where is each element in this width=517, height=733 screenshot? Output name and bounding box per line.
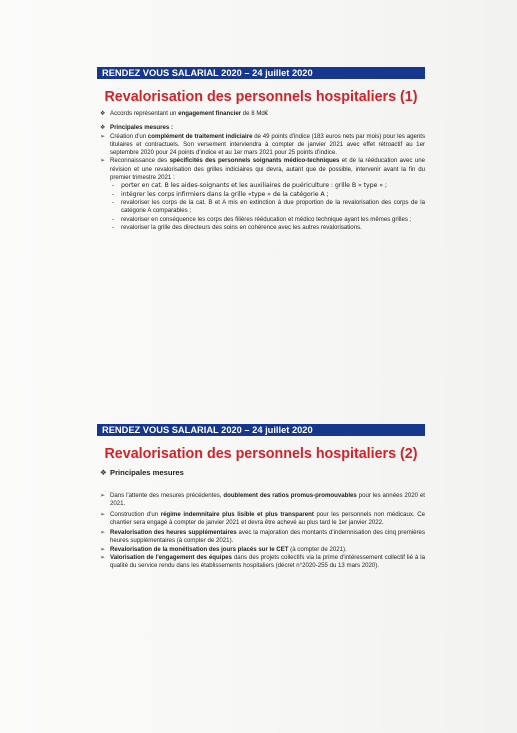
sub-item: - revaloriser les corps de la cat. B et A mis en extinction à due proportion de la revalorisation des corps de la catégorie A comparables ; xyxy=(112,198,425,215)
sub-item-text: intégrer les corps infirmiers dans la grille «type » de la catégorie A ; xyxy=(121,190,329,198)
arrow-bullet-icon: ➢ xyxy=(100,510,106,518)
measure-text: pour les années 2020 et 2021. xyxy=(110,492,425,508)
sub-item-text: porter en cat. B les aides-soignants et les auxiliaires de puériculture : grille B « type » ; xyxy=(121,182,387,190)
measure-item xyxy=(97,511,425,528)
four-diamond-bullet-icon: ❖ xyxy=(100,468,107,477)
measure-text: Création d'un xyxy=(110,132,148,140)
measure-text: et de la rééducation avec une révision et une revalorisation des grilles indiciaires qui devra, autant que de possible, intervenir avant la fin du premier trimestre 2021 : xyxy=(110,157,425,182)
principales-heading xyxy=(97,124,425,132)
measure-item xyxy=(97,554,425,571)
sub-item: - porter en cat. B les aides-soignants et les auxiliaires de puériculture : grille B « type » ; xyxy=(112,182,387,190)
measure-item xyxy=(97,157,425,182)
slide-1-title: Revalorisation des personnels hospitaliers (1) xyxy=(104,89,418,105)
measure-bold: complément de traitement indiciaire xyxy=(147,132,253,140)
measure-bold: Valorisation de l'engagement des équipes xyxy=(110,554,232,562)
slide-2-banner: RENDEZ VOUS SALARIAL 2020 – 24 juillet 2020 xyxy=(97,424,425,436)
measure-text: Dans l'attente des mesures précédentes, xyxy=(110,492,224,499)
measure-text: de 49 points d'indice (183 euros nets par mois) pour les agents titulaires et contractuels. Son versement interviendra à compter de janvier 2021 avec effet rétroactif au 1er septembre 2020 pour 24 points d'indice et au 1er mars 2021 pour 25 points d'indice. xyxy=(110,132,425,157)
accords-amount: de 8 Md€ xyxy=(241,110,269,117)
slide-1-banner: RENDEZ VOUS SALARIAL 2020 – 24 juillet 2020 xyxy=(97,67,425,79)
accords-line xyxy=(97,110,425,118)
arrow-bullet-icon: ➢ xyxy=(100,529,106,537)
slide-2-content xyxy=(97,468,425,571)
measure-item xyxy=(97,492,425,509)
measure-item xyxy=(97,133,425,158)
measure-item xyxy=(97,529,425,546)
sub-item: - revaloriser la grille des directeurs des soins en cohérence avec les autres revalorisations. xyxy=(112,223,362,231)
arrow-bullet-icon: ➢ xyxy=(100,554,106,562)
measure-text: Construction d'un xyxy=(110,510,161,518)
sub-item-text: revaloriser la grille des directeurs des soins en cohérence avec les autres revalorisations. xyxy=(121,223,362,231)
measure-bold: régime indemnitaire plus lisible et plus transparent xyxy=(160,510,314,518)
four-diamond-bullet-icon: ❖ xyxy=(100,110,106,117)
principales-heading xyxy=(97,468,425,478)
slide-1-content xyxy=(97,110,425,232)
accords-bold: engagement financier xyxy=(178,110,242,117)
four-diamond-bullet-icon: ❖ xyxy=(100,124,106,132)
measure-bold: Revalorisation des heures supplémentaires xyxy=(110,529,237,537)
arrow-bullet-icon: ➢ xyxy=(100,545,106,553)
measure-bold: Revalorisation de la monétisation des jours placés sur le CET xyxy=(110,545,289,553)
slide-2-title: Revalorisation des personnels hospitaliers (2) xyxy=(104,446,418,462)
principales-label: Principales mesures : xyxy=(110,124,173,132)
measure-text: pour les personnels non médicaux. Ce chantier sera engagé à compter de janvier 2021 et devra être achevé au plus tard le 1er janvier 2022. xyxy=(110,510,425,526)
principales-label: Principales mesures xyxy=(110,468,184,477)
accords-text: Accords représentant un xyxy=(110,110,179,117)
measure-text: dans des projets collectifs via la prime d'intéressement collectif lié à la qualité du service rendu dans les établissements hospitaliers (décret n°2020-255 du 13 mars 2020). xyxy=(110,554,425,570)
measure-item xyxy=(97,546,425,554)
sub-item: - revaloriser en conséquence les corps des filières rééducation et médico technique ayant les mêmes grilles ; xyxy=(112,215,412,223)
sub-item: - intégrer les corps infirmiers dans la grille «type » de la catégorie A ; xyxy=(112,190,329,198)
slide-2 xyxy=(97,424,425,571)
measure-bold: doublement des ratios promus-promouvables xyxy=(223,492,357,499)
sub-item-text: revaloriser en conséquence les corps des filières rééducation et médico technique ayant les mêmes grilles ; xyxy=(121,215,412,223)
slide-1 xyxy=(97,67,425,232)
arrow-bullet-icon: ➢ xyxy=(100,157,106,165)
measure-text: (à compter de 2021). xyxy=(288,545,347,553)
measure-bold: spécificités des personnels soignants médico-techniques xyxy=(169,157,340,165)
sub-item-text: revaloriser les corps de la cat. B et A mis en extinction à due proportion de la revalorisation des corps de la catégorie A comparables ; xyxy=(121,198,425,215)
arrow-bullet-icon: ➢ xyxy=(100,132,106,140)
arrow-bullet-icon: ➢ xyxy=(100,492,106,499)
measure-text: Reconnaissance des xyxy=(110,157,170,165)
measure-text: avec la majoration des montants d'indemnisation des cinq premières heures supplémentaires (à compter de 2021). xyxy=(110,529,425,545)
